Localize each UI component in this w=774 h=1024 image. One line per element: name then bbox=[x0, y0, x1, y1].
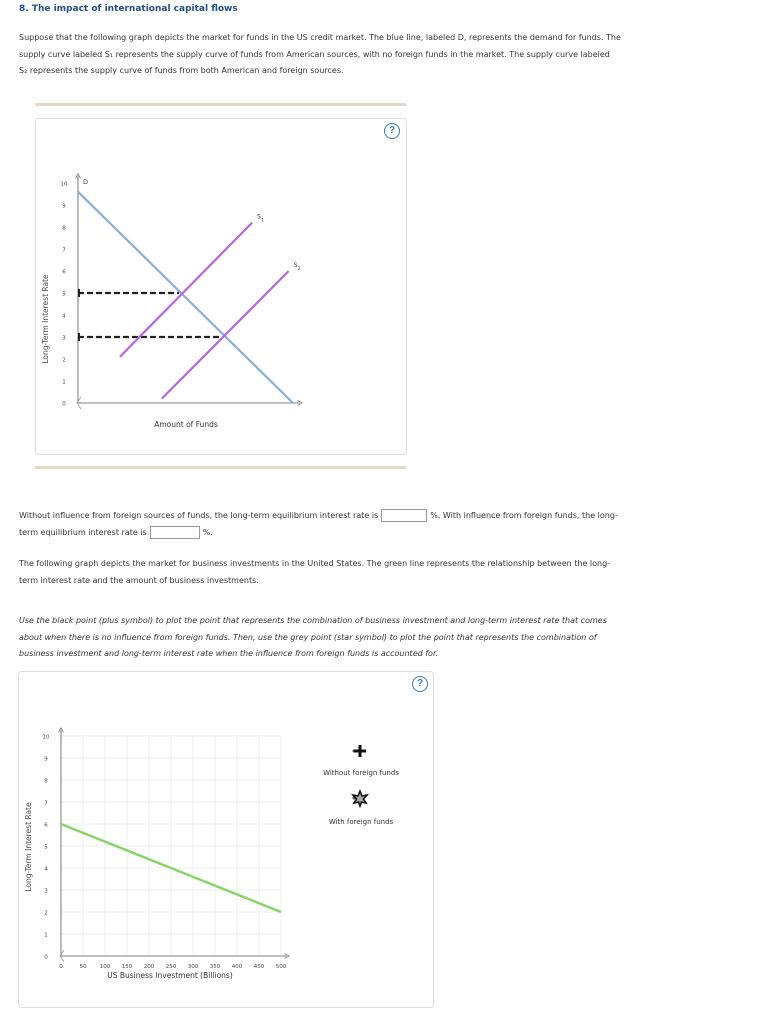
graph2-xtick-label: 400 bbox=[231, 964, 243, 970]
graph2-ytick-label: 8 bbox=[44, 778, 48, 785]
graph1-ytick-label: 3 bbox=[62, 335, 66, 342]
graph1-ytick-label: 0 bbox=[62, 401, 66, 408]
instructions bbox=[19, 613, 759, 663]
investment-graph-panel bbox=[18, 671, 434, 1008]
graph1-ytick-label: 8 bbox=[62, 225, 66, 232]
graph2-ytick-label: 2 bbox=[44, 910, 48, 917]
graph2-xtick-label: 50 bbox=[79, 964, 87, 970]
graph2-xlabel: US Business Investment (Billions) bbox=[107, 971, 233, 980]
section-title: 8. The impact of international capital flows bbox=[19, 4, 238, 14]
credit-market-graph bbox=[36, 119, 406, 454]
with-foreign-rate-input[interactable] bbox=[150, 526, 200, 539]
divider-top-2 bbox=[35, 466, 406, 469]
graph2-ytick-label: 10 bbox=[42, 734, 50, 741]
help-icon-2[interactable]: ? bbox=[412, 676, 428, 692]
para2-line-1: The following graph depicts the market for business investments in the United States. The green line represents the relationship between the long- bbox=[19, 559, 611, 568]
graph2-ytick-label: 4 bbox=[44, 866, 48, 873]
instr-line-1: Use the black point (plus symbol) to plot the point that represents the combination of business investment and long-term interest rate that comes bbox=[19, 616, 607, 625]
q1-text-4: %. bbox=[202, 527, 213, 537]
graph1-ylabel: Long-Term Interest Rate bbox=[41, 274, 50, 364]
graph1-ytick-label: 5 bbox=[62, 291, 66, 298]
investment-paragraph bbox=[19, 556, 759, 589]
instr-line-3: business investment and long-term interest rate when the influence from foreign funds is accounted for. bbox=[19, 649, 439, 658]
legend-with-foreign: With foreign funds bbox=[328, 818, 394, 826]
s1-label-sub: 1 bbox=[261, 218, 265, 224]
d-label: D bbox=[83, 177, 89, 186]
q1-text-2: %. With influence from foreign funds, the long- bbox=[430, 511, 618, 520]
instr-line-2: about when there is no influence from foreign funds. Then, use the grey point (star symbol) to plot the point that represents the combination of bbox=[19, 632, 597, 642]
graph2-xtick-label: 0 bbox=[59, 964, 63, 970]
divider-top-1 bbox=[35, 103, 406, 106]
graph2-ytick-label: 7 bbox=[44, 800, 48, 807]
intro-line-1: Suppose that the following graph depicts the market for funds in the US credit market. The blue line, labeled D, represents the demand for funds. The bbox=[19, 33, 621, 42]
graph2-xtick-label: 500 bbox=[275, 964, 287, 970]
star-point-tool[interactable] bbox=[353, 791, 368, 806]
graph2-ytick-label: 0 bbox=[44, 954, 48, 961]
help-icon[interactable]: ? bbox=[384, 123, 400, 139]
graph2-xtick-label: 200 bbox=[143, 964, 155, 970]
s2-label-sub: 2 bbox=[297, 267, 301, 272]
graph1-ytick-label: 4 bbox=[62, 313, 66, 320]
graph2-ytick-label: 3 bbox=[44, 888, 48, 895]
q1-text-3: term equilibrium interest rate is bbox=[19, 527, 147, 537]
graph2-xtick-label: 350 bbox=[209, 964, 221, 970]
intro-paragraph bbox=[19, 30, 759, 80]
graph1-ytick-label: 9 bbox=[62, 203, 66, 210]
no-foreign-rate-input[interactable] bbox=[381, 509, 427, 522]
graph1-ytick-label: 6 bbox=[62, 269, 66, 276]
graph1-ytick-label: 7 bbox=[62, 247, 66, 254]
graph2-xtick-label: 150 bbox=[121, 964, 133, 970]
legend-without-foreign: Without foreign funds bbox=[323, 769, 399, 777]
graph2-xtick-label: 100 bbox=[99, 964, 111, 970]
graph2-xtick-label: 300 bbox=[187, 964, 199, 970]
investment-graph bbox=[19, 672, 433, 1007]
graph1-ytick-label: 10 bbox=[60, 181, 68, 188]
graph2-ytick-label: 5 bbox=[44, 844, 48, 851]
graph1-ytick-label: 1 bbox=[62, 379, 66, 386]
graph2-ytick-label: 1 bbox=[44, 932, 48, 939]
intro-line-2: supply curve labeled S₁ represents the supply curve of funds from American sources, with no foreign funds in the market. The supply curve labeled bbox=[19, 49, 610, 59]
s2-label: S bbox=[293, 262, 298, 269]
credit-market-graph-panel bbox=[35, 118, 407, 455]
para2-line-2: term interest rate and the amount of business investments. bbox=[19, 575, 259, 585]
intro-line-3: S₂ represents the supply curve of funds from both American and foreign sources. bbox=[19, 66, 344, 75]
plus-icon bbox=[354, 745, 366, 757]
graph1-xlabel: Amount of Funds bbox=[154, 420, 218, 429]
question-1 bbox=[19, 508, 759, 541]
graph2-ytick-label: 9 bbox=[44, 756, 48, 763]
graph2-ylabel: Long-Term Interest Rate bbox=[24, 802, 33, 892]
graph2-xtick-label: 250 bbox=[165, 964, 177, 970]
graph1-ytick-label: 2 bbox=[62, 357, 66, 364]
graph2-xtick-label: 450 bbox=[253, 964, 265, 970]
star-icon bbox=[353, 791, 367, 806]
s1-label: S bbox=[257, 213, 261, 221]
q1-text-1: Without influence from foreign sources of funds, the long-term equilibrium interest rate is bbox=[19, 511, 379, 520]
plus-point-tool[interactable] bbox=[353, 745, 367, 757]
graph2-ytick-label: 6 bbox=[44, 822, 48, 829]
